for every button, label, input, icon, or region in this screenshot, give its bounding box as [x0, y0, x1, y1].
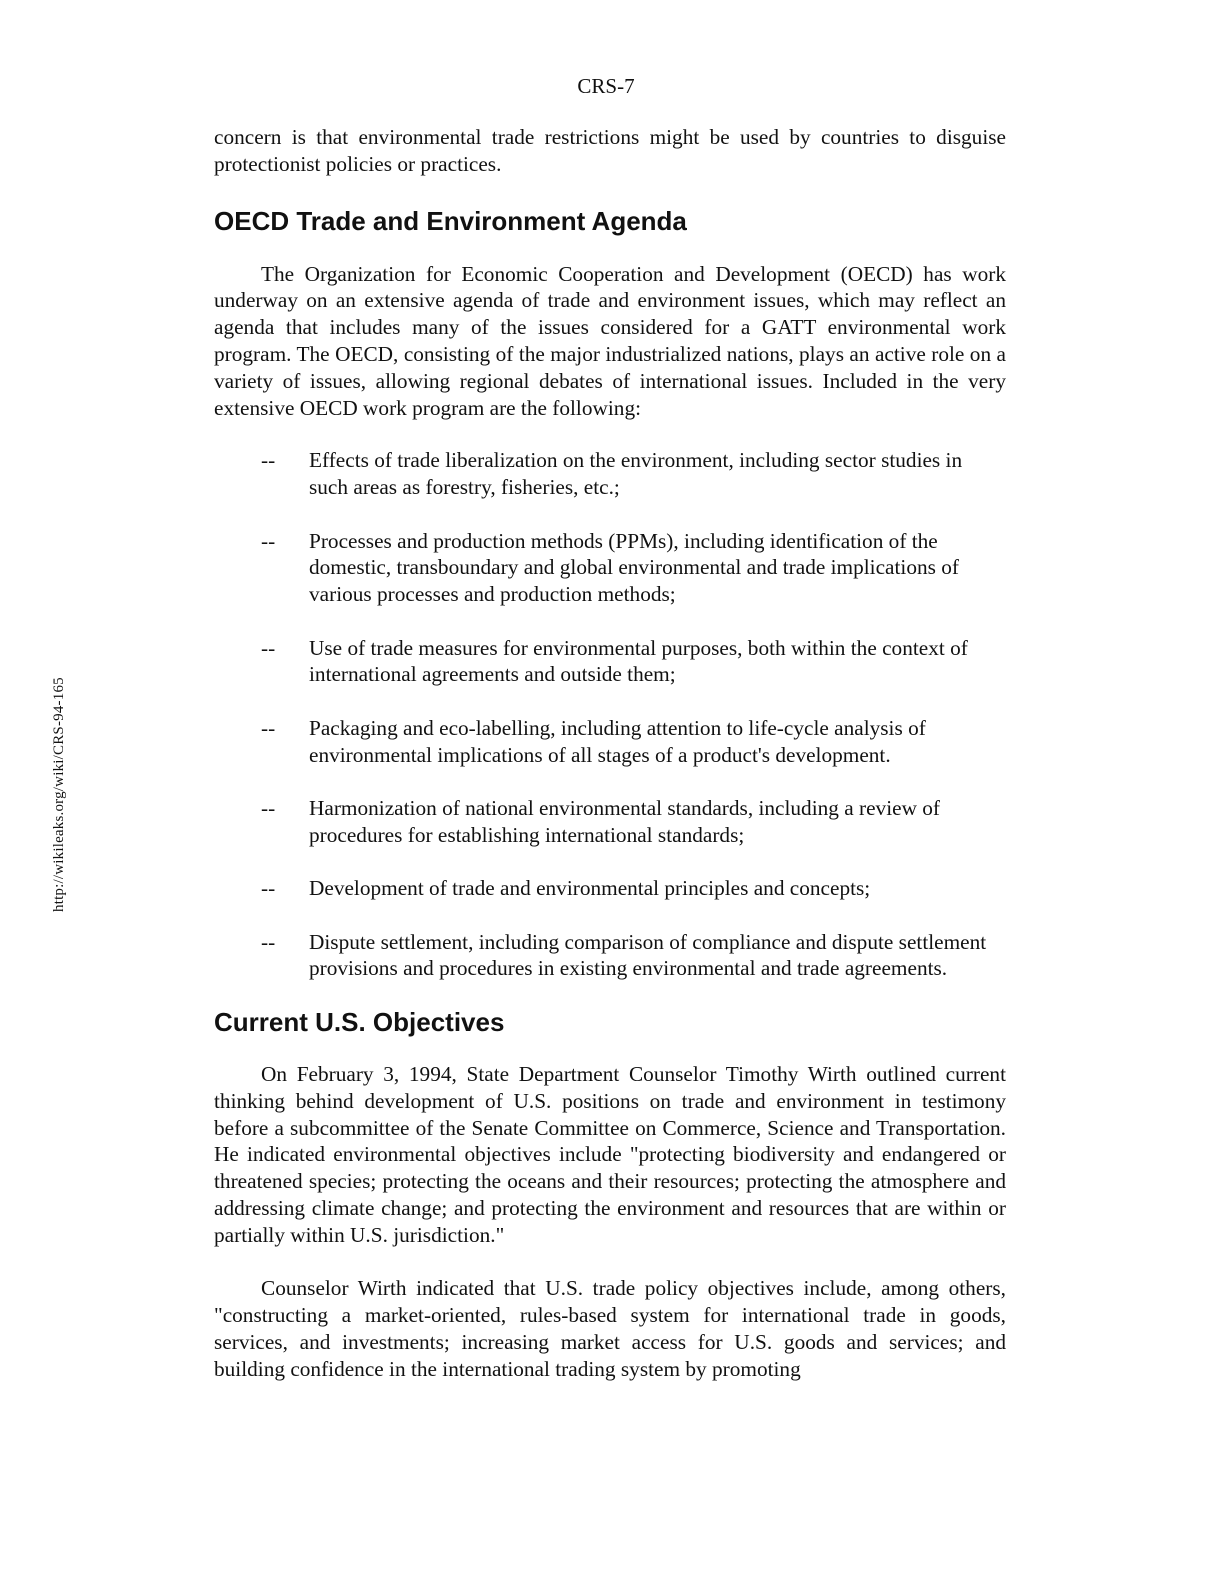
oecd-paragraph: The Organization for Economic Cooperation and Development (OECD) has work underway on an extensive agenda of trade and environment issues, which may reflect an agenda that includes many of the issues considered for a GATT environmental work program. The OECD, consisting of the major industrialized nations, plays an active role on a variety of issues, allowing regional debates of international issues. Included in the very extensive OECD work program are the following:	[214, 261, 1006, 420]
list-item-text: Effects of trade liberalization on the environment, including sector studies in such areas as forestry, fisheries, etc.;	[309, 448, 963, 500]
page-number-header: CRS-7	[577, 74, 635, 98]
intro-paragraph: concern is that environmental trade restrictions might be used by countries to disguise protectionist policies or practices.	[214, 125, 1006, 176]
document-body	[214, 124, 1006, 1383]
dash-bullet: --	[261, 528, 276, 553]
list-item-text: Processes and production methods (PPMs), including identification of the domestic, transboundary and global environmental and trade implications of various processes and production methods;	[309, 528, 959, 607]
list-item	[214, 715, 1006, 769]
source-url-watermark: http://wikileaks.org/wiki/CRS-94-165	[51, 677, 67, 912]
section-heading-us-objectives: Current U.S. Objectives	[214, 1007, 505, 1038]
section-heading-oecd: OECD Trade and Environment Agenda	[214, 205, 687, 236]
list-item	[214, 875, 1006, 902]
dash-bullet: --	[261, 448, 276, 473]
list-item-text: Development of trade and environmental principles and concepts;	[309, 876, 871, 901]
list-item	[214, 795, 1006, 849]
list-item	[214, 528, 1006, 608]
dash-bullet: --	[261, 795, 276, 820]
dash-bullet: --	[261, 876, 276, 901]
us-objectives-paragraph-2: Counselor Wirth indicated that U.S. trade policy objectives include, among others, "constructing a market-oriented, rules-based system for international trade in goods, services, and investments; increasing market access for U.S. goods and services; and building confidence in the international trading system by promoting	[214, 1276, 1006, 1381]
us-objectives-paragraph-1: On February 3, 1994, State Department Counselor Timothy Wirth outlined current thinking behind development of U.S. positions on trade and environment in testimony before a subcommittee of the Senate Committee on Commerce, Science and Transportation. He indicated environmental objectives include "protecting biodiversity and endangered or threatened species; protecting the oceans and their resources; protecting the atmosphere and addressing climate change; and protecting the environment and resources that are within or partially within U.S. jurisdiction."	[214, 1062, 1006, 1247]
list-item-text: Packaging and eco-labelling, including attention to life-cycle analysis of environmental implications of all stages of a product's development.	[309, 715, 926, 767]
list-item-text: Use of trade measures for environmental purposes, both within the context of international agreements and outside them;	[309, 635, 968, 687]
oecd-work-program-list	[214, 447, 1006, 982]
list-item	[214, 635, 1006, 689]
dash-bullet: --	[261, 635, 276, 660]
dash-bullet: --	[261, 929, 276, 954]
list-item	[214, 929, 1006, 983]
list-item	[214, 447, 1006, 501]
list-item-text: Dispute settlement, including comparison of compliance and dispute settlement provisions and procedures in existing environmental and trade agreements.	[309, 929, 987, 981]
dash-bullet: --	[261, 715, 276, 740]
list-item-text: Harmonization of national environmental standards, including a review of procedures for establishing international standards;	[309, 795, 941, 847]
